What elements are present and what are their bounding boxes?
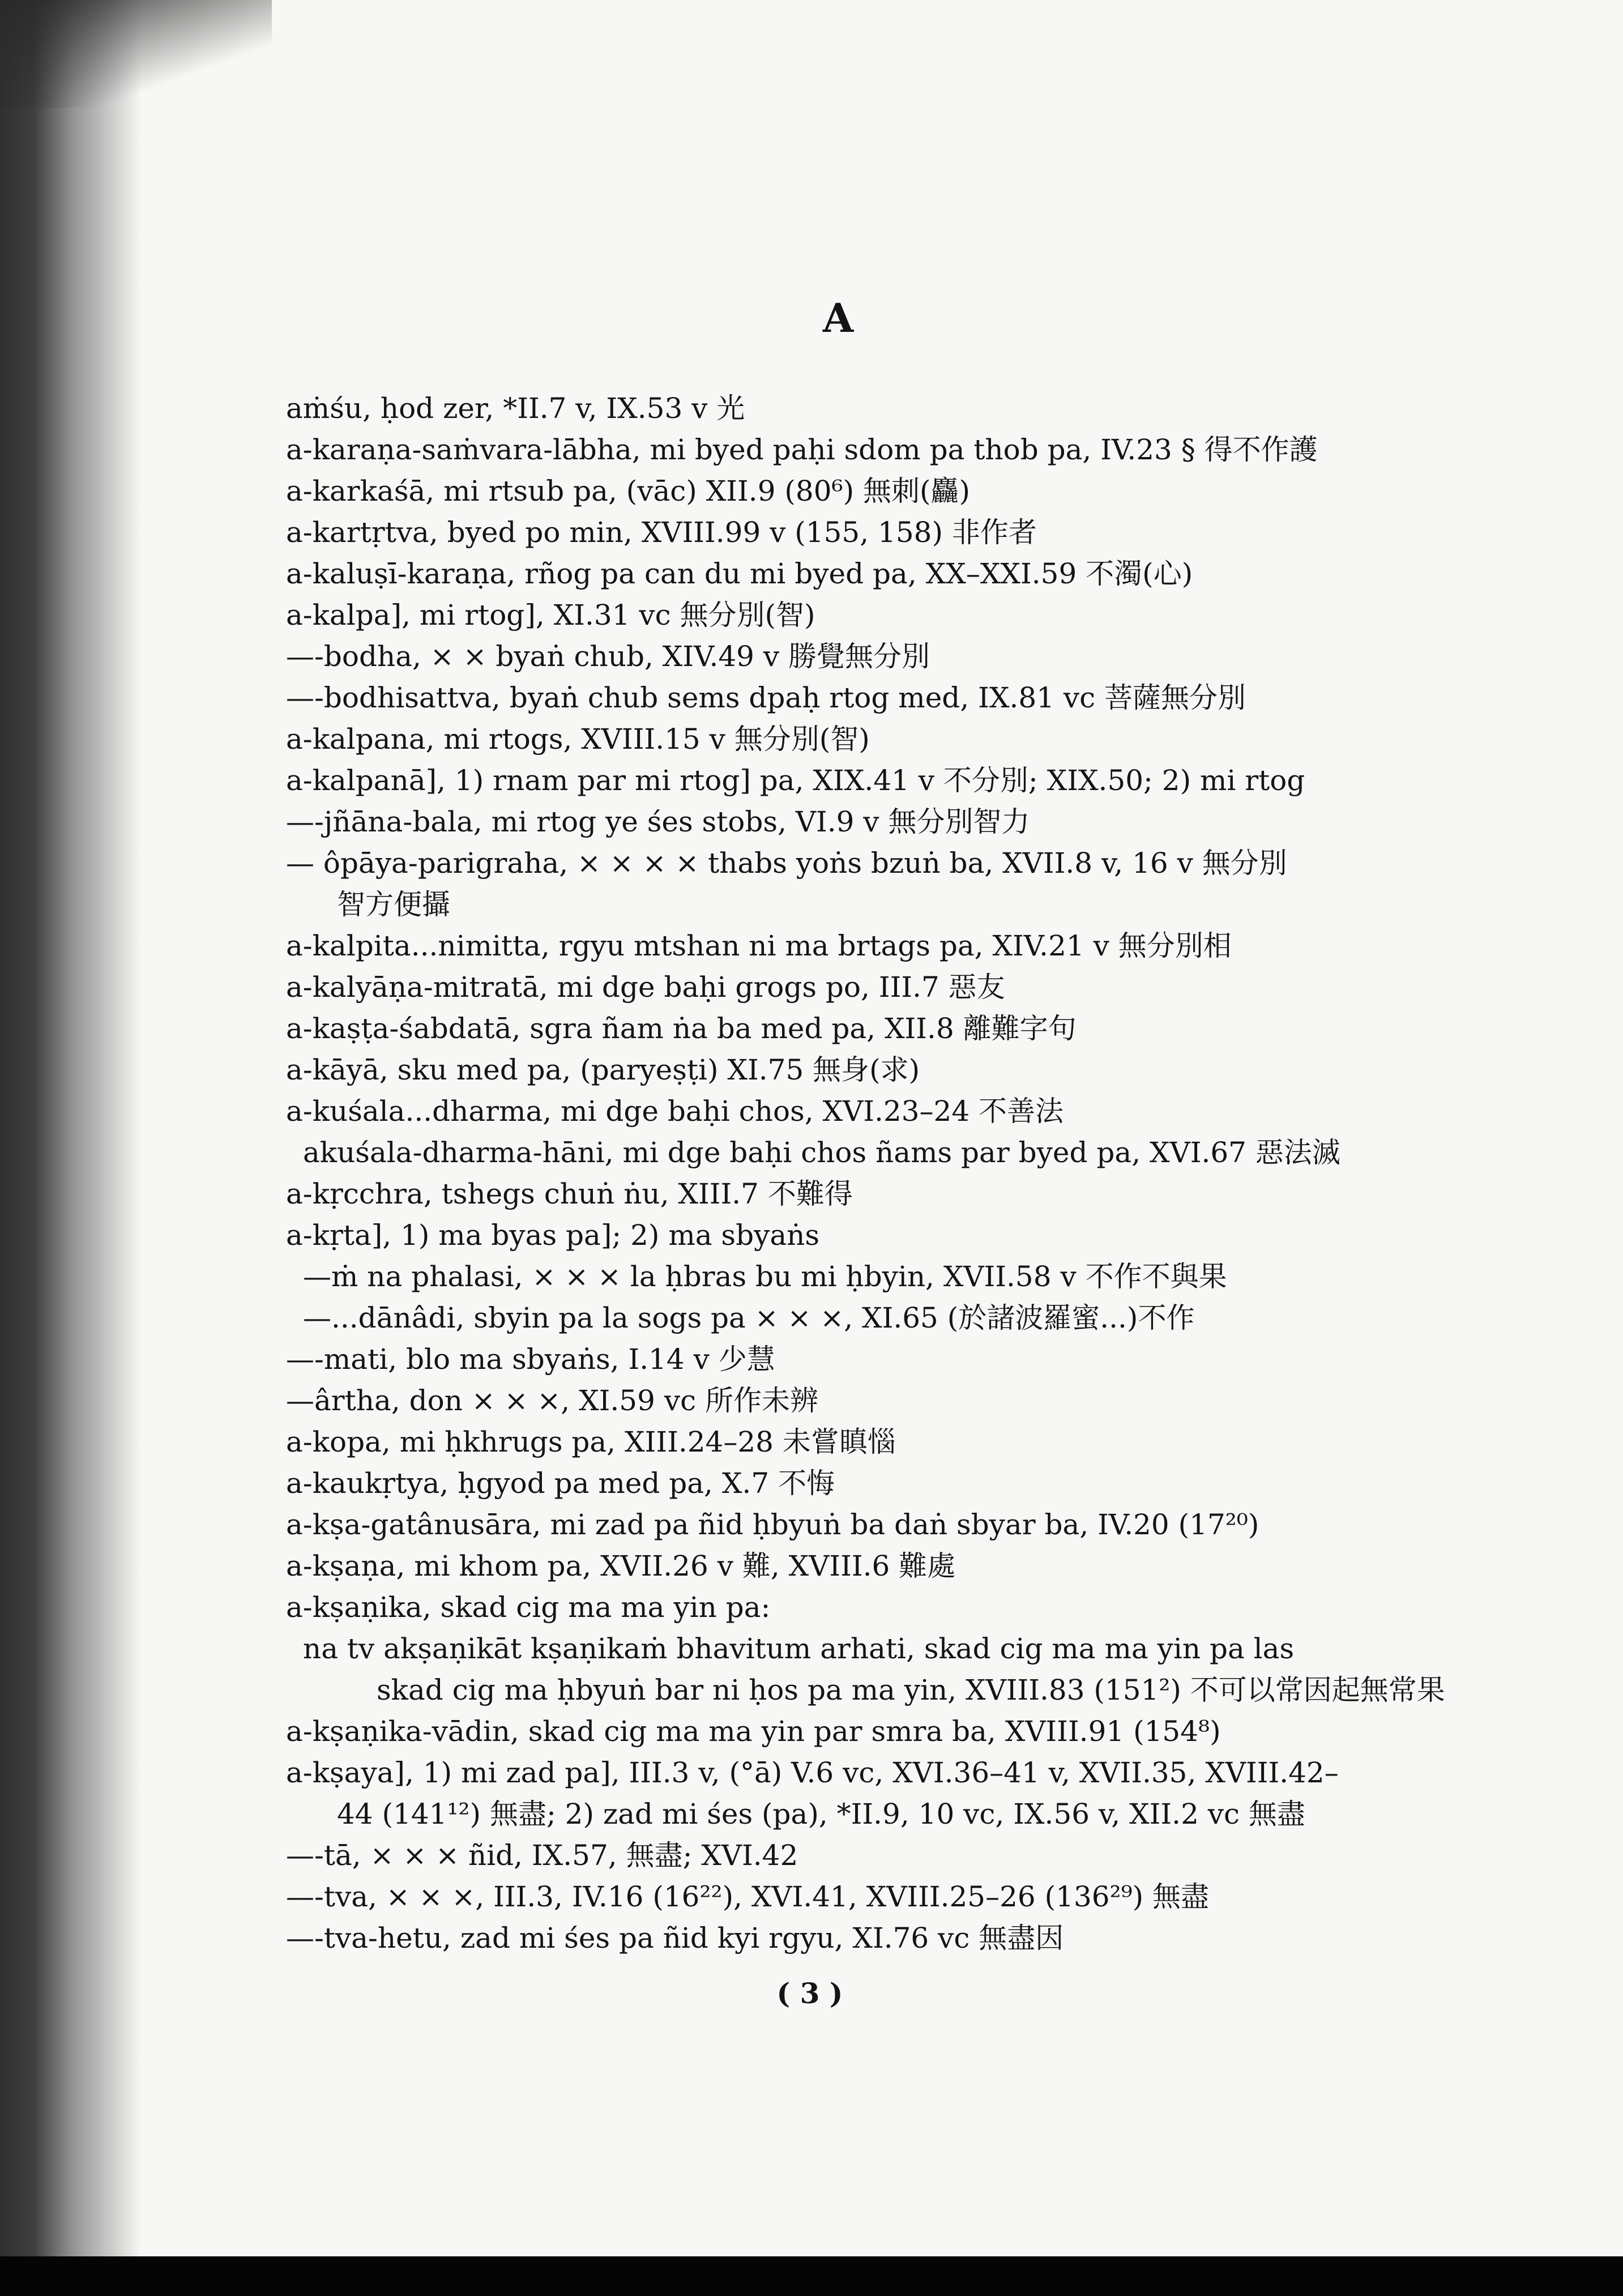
dictionary-entry: a-kalyāṇa-mitratā, mi dge baḥi grogs po, III.7 惡友 (286, 971, 1005, 1004)
dictionary-entry: a-kṣaṇa, mi khom pa, XVII.26 v 難, XVIII.6 難處 (286, 1550, 956, 1582)
dictionary-entry: —ârtha, don × × ×, XI.59 vc 所作未辨 (286, 1384, 818, 1417)
scan-bottom-border (0, 2256, 1623, 2296)
scan-edge-shadow (0, 0, 147, 2296)
dictionary-entry: a-kaluṣī-karaṇa, rñog pa can du mi byed pa, XX–XXI.59 不濁(心) (286, 557, 1193, 590)
dictionary-entry: a-kṣaṇika-vādin, skad cig ma ma yin par smra ba, XVIII.91 (154⁸) (286, 1715, 1221, 1748)
scan-corner-shadow (0, 0, 272, 108)
dictionary-entry: a-kṛcchra, tshegs chuṅ ṅu, XIII.7 不難得 (286, 1177, 853, 1210)
page-number: ( 3 ) (776, 1977, 843, 2010)
dictionary-entry: a-kāyā, sku med pa, (paryeṣṭi) XI.75 無身(求) (286, 1053, 920, 1086)
dictionary-entry: — ôpāya-parigraha, × × × × thabs yoṅs bzuṅ ba, XVII.8 v, 16 v 無分別 (286, 847, 1287, 880)
dictionary-entry: —...dānâdi, sbyin pa la sogs pa × × ×, XI.65 (於諸波羅蜜...)不作 (303, 1301, 1195, 1334)
dictionary-entry: a-kalpana, mi rtogs, XVIII.15 v 無分別(智) (286, 723, 870, 756)
dictionary-entry: 44 (141¹²) 無盡; 2) zad mi śes (pa), *II.9, 10 vc, IX.56 v, XII.2 vc 無盡 (337, 1798, 1305, 1830)
dictionary-entry: a-kalpa], mi rtog], XI.31 vc 無分別(智) (286, 599, 815, 631)
dictionary-entries (286, 388, 1445, 1959)
dictionary-entry: na tv akṣaṇikāt kṣaṇikaṁ bhavitum arhati, skad cig ma ma yin pa las (303, 1632, 1295, 1665)
dictionary-entry: —-jñāna-bala, mi rtog ye śes stobs, VI.9 v 無分別智力 (286, 805, 1030, 838)
dictionary-entry: akuśala-dharma-hāni, mi dge baḥi chos ñams par byed pa, XVI.67 惡法滅 (303, 1136, 1340, 1169)
dictionary-entry: —-mati, blo ma sbyaṅs, I.14 v 少慧 (286, 1343, 775, 1376)
dictionary-entry: skad cig ma ḥbyuṅ bar ni ḥos pa ma yin, XVIII.83 (151²) 不可以常因起無常果 (377, 1674, 1445, 1706)
dictionary-entry: —-tva-hetu, zad mi śes pa ñid kyi rgyu, XI.76 vc 無盡因 (286, 1922, 1064, 1954)
dictionary-entry: a-kaṣṭa-śabdatā, sgra ñam ṅa ba med pa, XII.8 離難字句 (286, 1012, 1077, 1045)
dictionary-entry: a-kṣaṇika, skad cig ma ma yin pa: (286, 1591, 771, 1624)
dictionary-entry: a-kartṛtva, byed po min, XVIII.99 v (155, 158) 非作者 (286, 516, 1037, 549)
dictionary-entry: a-karkaśā, mi rtsub pa, (vāc) XII.9 (80⁶) 無刺(麤) (286, 475, 970, 507)
dictionary-entry: a-kalpanā], 1) rnam par mi rtog] pa, XIX.41 v 不分別; XIX.50; 2) mi rtog (286, 764, 1305, 797)
dictionary-entry: —-bodhisattva, byaṅ chub sems dpaḥ rtog med, IX.81 vc 菩薩無分別 (286, 681, 1246, 714)
dictionary-entry: —-bodha, × × byaṅ chub, XIV.49 v 勝覺無分別 (286, 640, 930, 673)
dictionary-entry: 智方便攝 (337, 888, 450, 921)
section-heading: A (822, 295, 854, 342)
dictionary-entry: a-kuśala...dharma, mi dge baḥi chos, XVI.23–24 不善法 (286, 1095, 1064, 1128)
dictionary-entry: a-kalpita...nimitta, rgyu mtshan ni ma brtags pa, XIV.21 v 無分別相 (286, 929, 1232, 962)
dictionary-entry: a-kṣaya], 1) mi zad pa], III.3 v, (°ā) V.6 vc, XVI.36–41 v, XVII.35, XVIII.42– (286, 1756, 1339, 1789)
dictionary-entry: —ṁ na phalasi, × × × la ḥbras bu mi ḥbyin, XVII.58 v 不作不與果 (303, 1260, 1227, 1293)
dictionary-entry: a-kṛta], 1) ma byas pa]; 2) ma sbyaṅs (286, 1219, 820, 1252)
dictionary-entry: aṁśu, ḥod zer, *II.7 v, IX.53 v 光 (286, 392, 745, 425)
dictionary-entry: a-kopa, mi ḥkhrugs pa, XIII.24–28 未嘗瞋惱 (286, 1426, 896, 1458)
dictionary-entry: a-kṣa-gatânusāra, mi zad pa ñid ḥbyuṅ ba daṅ sbyar ba, IV.20 (17²⁰) (286, 1508, 1259, 1541)
dictionary-entry: a-kaukṛtya, ḥgyod pa med pa, X.7 不悔 (286, 1467, 835, 1500)
dictionary-entry: —-tā, × × × ñid, IX.57, 無盡; XVI.42 (286, 1839, 798, 1872)
dictionary-entry: a-karaṇa-saṁvara-lābha, mi byed paḥi sdom pa thob pa, IV.23 § 得不作護 (286, 433, 1318, 466)
dictionary-entry: —-tva, × × ×, III.3, IV.16 (16²²), XVI.41, XVIII.25–26 (136²⁹) 無盡 (286, 1880, 1210, 1913)
